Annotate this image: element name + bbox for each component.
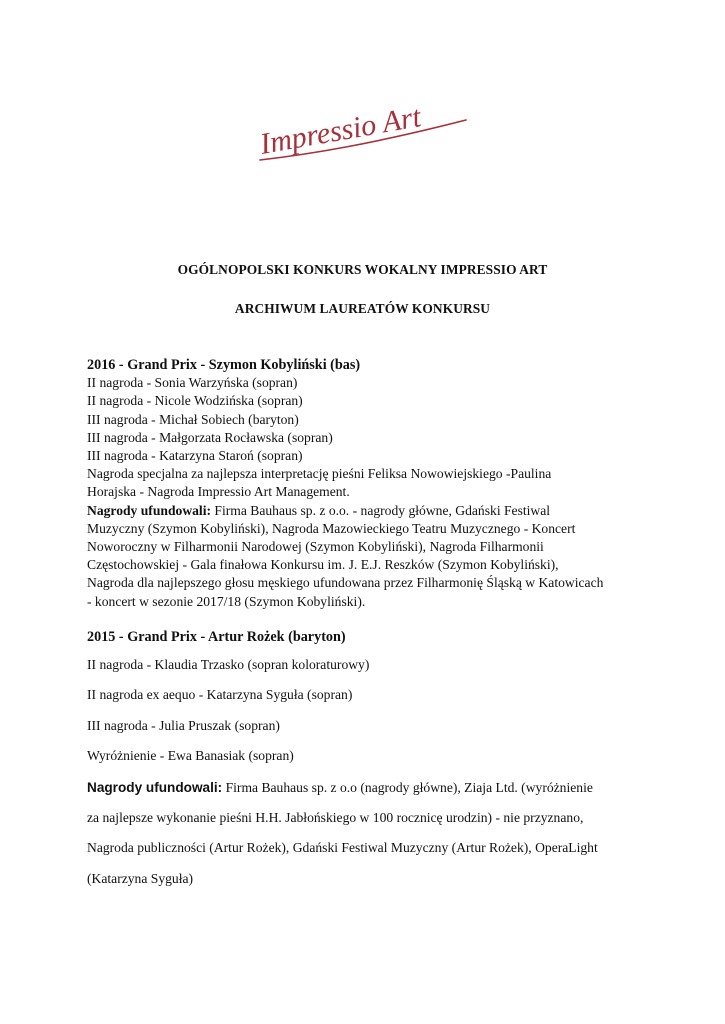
funded-line: Częstochowskiej - Gala finałowa Konkursu im. J. E.J. Reszków (Szymon Kobyliński), bbox=[87, 557, 559, 573]
funded-label: Nagrody ufundowali: bbox=[87, 502, 212, 518]
funded-text: Firma Bauhaus sp. z o.o. - nagrody główne, Gdański Festiwal bbox=[211, 502, 551, 518]
funded-text: Firma Bauhaus sp. z o.o (nagrody główne), Ziaja Ltd. (wyróżnienie bbox=[222, 780, 593, 796]
funded-label: Nagrody ufundowali: bbox=[87, 780, 223, 796]
funded-line: (Katarzyna Syguła) bbox=[87, 870, 194, 886]
funded-line bbox=[87, 779, 647, 797]
section-2016-heading: 2016 - Grand Prix - Szymon Kobyliński (bas) bbox=[87, 357, 361, 373]
logo-wordmark: Impressio Art bbox=[257, 100, 424, 161]
section-2016 bbox=[87, 356, 647, 611]
prize-line: II nagroda - Sonia Warzyńska (sopran) bbox=[87, 375, 298, 391]
prize-line: Wyróżnienie - Ewa Banasiak (sopran) bbox=[87, 747, 294, 763]
impressio-art-logo bbox=[252, 96, 472, 176]
prize-line: II nagroda - Nicole Wodzińska (sopran) bbox=[87, 393, 303, 409]
document-title: OGÓLNOPOLSKI KONKURS WOKALNY IMPRESSIO ART bbox=[177, 262, 548, 277]
funded-line: - koncert w sezonie 2017/18 (Szymon Kobyliński). bbox=[87, 593, 366, 609]
document-subtitle: ARCHIWUM LAUREATÓW KONKURSU bbox=[234, 301, 491, 316]
section-2015-heading: 2015 - Grand Prix - Artur Rożek (baryton) bbox=[87, 629, 346, 645]
special-prize-line: Horajska - Nagroda Impressio Art Management. bbox=[87, 484, 350, 500]
funded-line: Nagroda publiczności (Artur Rożek), Gdański Festiwal Muzyczny (Artur Rożek), OperaLight bbox=[87, 840, 598, 856]
prize-line: III nagroda - Katarzyna Staroń (sopran) bbox=[87, 448, 303, 464]
funded-line: Noworoczny w Filharmonii Narodowej (Szymon Kobyliński), Nagroda Filharmonii bbox=[87, 539, 544, 555]
special-prize-line: Nagroda specjalna za najlepsza interpretację pieśni Feliksa Nowowiejskiego -Paulina bbox=[87, 466, 552, 482]
prize-line: III nagroda - Małgorzata Rocławska (sopran) bbox=[87, 429, 333, 445]
prize-line: II nagroda - Klaudia Trzasko (sopran koloraturowy) bbox=[87, 657, 370, 673]
prize-line: III nagroda - Julia Pruszak (sopran) bbox=[87, 717, 280, 733]
funded-line bbox=[87, 502, 647, 520]
funded-line: za najlepsze wykonanie pieśni H.H. Jabłońskiego w 100 rocznicę urodzin) - nie przyznano, bbox=[87, 810, 584, 826]
funded-line: Nagroda dla najlepszego głosu męskiego ufundowana przez Filharmonię Śląską w Katowicach bbox=[87, 575, 604, 591]
funded-line: Muzyczny (Szymon Kobyliński), Nagroda Mazowieckiego Teatru Muzycznego - Koncert bbox=[87, 520, 576, 536]
prize-line: II nagroda ex aequo - Katarzyna Syguła (sopran) bbox=[87, 687, 353, 703]
prize-line: III nagroda - Michał Sobiech (baryton) bbox=[87, 411, 299, 427]
section-2015 bbox=[87, 628, 647, 900]
